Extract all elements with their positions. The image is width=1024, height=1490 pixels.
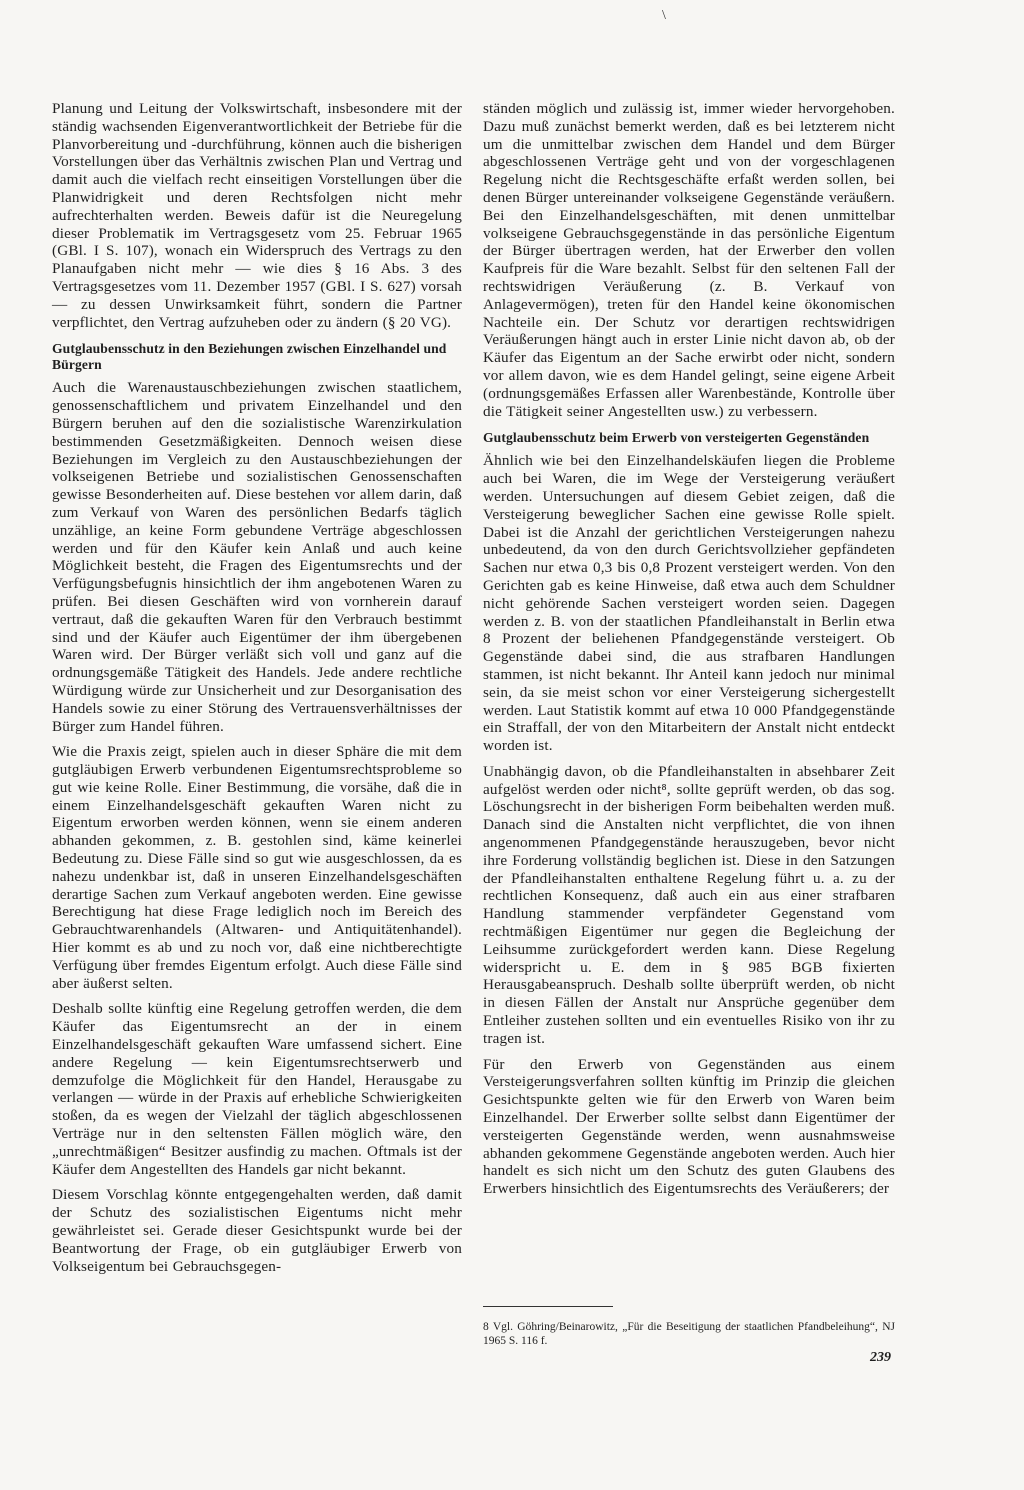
- scan-mark: \: [662, 8, 666, 23]
- paragraph: Auch die Warenaustauschbeziehungen zwischen staatlichem, genossenschaftlichem und privatem Einzelhandel und den Bürgern beruhen auf den die sozialistische Warenzirkulation bestimmenden Gesetzmäßigkeiten. Dennoch weisen diese Beziehungen im Vergleich zu den Austauschbeziehungen der volkseigenen Betriebe und sozialistischen Genossenschaften gewisse Besonderheiten auf. Diese bestehen vor allem darin, daß zum Verkauf von Waren des persönlichen Bedarfs täglich unzählige, an keine Form gebundene Verträge abgeschlossen werden und für den Käufer kein Anlaß und auch keine Möglichkeit besteht, die Fragen des Eigentumsrechts und der Verfügungsbefugnis hinsichtlich der ihm angebotenen Waren zu prüfen. Bei diesen Geschäften wird von vornherein darauf vertraut, daß die gekauften Waren für den Verbrauch bestimmt sind und der Käufer auch Eigentümer der ihm übergebenen Waren wird. Der Bürger verläßt sich voll und ganz auf die ordnungsgemäße Tätigkeit des Handels. Jede andere rechtliche Würdigung würde zur Unsicherheit und zur Desorganisation des Handels sowie zu einer Störung des Vertrauensverhältnisses der Bürger zum Handel führen.: [52, 379, 462, 735]
- section-heading: Gutglaubensschutz beim Erwerb von versteigerten Gegenständen: [483, 430, 870, 446]
- paragraph: Deshalb sollte künftig eine Regelung getroffen werden, die dem Käufer das Eigentumsrecht an der in einem Einzelhandelsgeschäft gekauften Ware umfassend sichert. Eine andere Regelung — kein Eigentumsrechtserwerb und demzufolge die Möglichkeit für den Handel, Herausgabe zu verlangen — würde in der Praxis auf erhebliche Schwierigkeiten stoßen, da es wegen der Vielzahl der täglich abgeschlossenen Verträge nur in den seltensten Fällen möglich wäre, den „unrechtmäßigen“ Besitzer ausfindig zu machen. Oftmals ist der Käufer dem Angestellten des Handels gar nicht bekannt.: [52, 1000, 462, 1178]
- paragraph: Unabhängig davon, ob die Pfandleihanstalten in absehbarer Zeit aufgelöst werden oder nicht⁸, sollte geprüft werden, ob das sog. Löschungsrecht in der bisherigen Form beibehalten werden muß. Danach sind die Anstalten nicht verpflichtet, die von ihnen angenommenen Pfandgegenstände herauszugeben, bevor nicht ihre Forderung vollständig beglichen ist. Diese in den Satzungen der Pfandleihanstalten enthaltene Regelung führt u. a. zu der rechtlichen Konsequenz, daß auch ein aus einer strafbaren Handlung stammender verpfändeter Gegenstand vom rechtmäßigen Eigentümer nur gegen die Begleichung der Leihsumme zurückgefordert werden kann. Diese Regelung widerspricht u. E. dem in § 985 BGB fixierten Herausgabeanspruch. Deshalb sollte überprüft werden, ob nicht in diesen Fällen der Anstalt nur Ansprüche gegenüber dem Entleiher zustehen sollten und ein eventuelles Risiko von ihr zu tragen ist.: [483, 762, 895, 1047]
- page-number: 239: [870, 1350, 891, 1365]
- paragraph: Diesem Vorschlag könnte entgegengehalten werden, daß damit der Schutz des sozialistischen Eigentums nicht mehr gewährleistet sei. Gerade dieser Gesichtspunkt wurde bei der Beantwortung der Frage, ob ein gutgläubiger Erwerb von Volkseigentum bei Gebrauchsgegen-: [52, 1186, 462, 1275]
- paragraph: Ähnlich wie bei den Einzelhandelskäufen liegen die Probleme auch bei Waren, die im Wege der Versteigerung veräußert werden. Untersuchungen auf diesem Gebiet zeigen, daß die Versteigerung beweglicher Sachen eine gewisse Rolle spielt. Dabei ist die Anzahl der gerichtlichen Versteigerungen nahezu unbedeutend, da von den durch Gerichtsvollzieher gepfändeten Sachen nur etwa 0,3 bis 0,8 Prozent versteigert werden. Von den Gerichten gab es keine Hinweise, daß etwa auch dem Schuldner nicht gehörende Sachen versteigert worden seien. Dagegen werden z. B. von der staatlichen Pfandleihanstalt in Berlin etwa 8 Prozent der beliehenen Pfandgegenstände versteigert. Ob Gegenstände dabei sind, die aus strafbaren Handlungen stammen, ist nicht bekannt. Ihr Anteil kann jedoch nur minimal sein, da sie meist schon vor einer Versteigerung sichergestellt werden. Laut Statistik kommt auf etwa 10 000 Pfandgegenstände ein Straffall, der von den Mitarbeitern der Anstalt nicht entdeckt worden ist.: [483, 452, 895, 755]
- paragraph: ständen möglich und zulässig ist, immer wieder hervorgehoben. Dazu muß zunächst bemerkt werden, daß es bei letzterem nicht um die unmittelbar zwischen dem Handel und dem Bürger abgeschlossenen Verträge geht und von der vorgeschlagenen Regelung nicht die Rechtsgeschäfte erfaßt werden sollen, bei denen Bürger untereinander volkseigene Gegenstände veräußern. Bei den Einzelhandelsgeschäften, mit denen unmittelbar volkseigene Gebrauchsgegenstände in das persönliche Eigentum der Bürger übertragen werden, hat der Erwerber den vollen Kaufpreis für die Ware bezahlt. Selbst für den seltenen Fall der rechtswidrigen Veräußerung (z. B. Verkauf von Anlagevermögen), treten für den Handel keine ökonomischen Nachteile ein. Der Schutz vor derartigen rechtswidrigen Veräußerungen hängt auch in erster Linie nicht davon ab, ob der Käufer das Eigentum an der Sache erwirbt oder nicht, sondern vor allem davon, wie es dem Handel gelingt, seine eigene Arbeit (ordnungsgemäßes Erfassen aller Warenbestände, Kontrolle über die Tätigkeit seiner Angestellten usw.) zu verbessern.: [483, 100, 895, 420]
- paragraph: Für den Erwerb von Gegenständen aus einem Versteigerungsverfahren sollten künftig im Prinzip die gleichen Gesichtspunkte gelten wie für den Erwerb von Waren beim Einzelhandel. Der Erwerber sollte selbst dann Eigentümer der versteigerten Gegenstände werden, wenn ausnahmsweise abhanden gekommene Gegenstände angeboten werden. Auch hier handelt es sich nicht um den Schutz des guten Glaubens des Erwerbers hinsichtlich des Eigentumsrechts des Veräußerers; der: [483, 1055, 895, 1198]
- footnote: 8 Vgl. Göhring/Beinarowitz, „Für die Beseitigung der staatlichen Pfandbeleihung“, NJ 1965 S. 116 f.: [483, 1321, 895, 1347]
- footnote-divider: [483, 1306, 613, 1307]
- left-column: [52, 100, 462, 1283]
- right-column: [483, 100, 895, 1206]
- section-heading: Gutglaubensschutz in den Beziehungen zwischen Einzelhandel und Bürgern: [52, 341, 447, 373]
- paragraph: Wie die Praxis zeigt, spielen auch in dieser Sphäre die mit dem gutgläubigen Erwerb verbundenen Eigentumsrechtsprobleme so gut wie keine Rolle. Einer Bestimmung, die vorsähe, daß die in einem Einzelhandelsgeschäft gekauften Waren nicht zu Eigentum erworben werden können, wenn sie einem anderen abhanden gekommen, z. B. gestohlen sind, käme keinerlei Bedeutung zu. Diese Fälle sind so gut wie ausgeschlossen, da es nahezu undenkbar ist, daß in unseren Einzelhandelsgeschäften derartige Sachen zum Verkauf angeboten werden. Eine gewisse Berechtigung hat diese Frage lediglich noch im Bereich des Gebrauchtwarenhandels (Altwaren- und Antiquitätenhandel). Hier kommt es ab und zu noch vor, daß eine nichtberechtigte Verfügung über fremdes Eigentum erfolgt. Auch diese Fälle sind aber äußerst selten.: [52, 743, 462, 992]
- paragraph: Planung und Leitung der Volkswirtschaft, insbesondere mit der ständig wachsenden Eigenverantwortlichkeit der Betriebe für die Planvorbereitung und -durchführung, können auch die bisherigen Vorstellungen über das Verhältnis zwischen Plan und Vertrag und damit auch die vielfach recht einseitigen Vorstellungen über die Planwidrigkeit und deren Rechtsfolgen nicht mehr aufrechterhalten werden. Beweis dafür ist die Neuregelung dieser Problematik im Vertragsgesetz vom 25. Februar 1965 (GBl. I S. 107), wonach ein Widerspruch des Vertrags zu den Planaufgaben nicht mehr — wie dies § 16 Abs. 3 des Vertragsgesetzes vom 11. Dezember 1957 (GBl. I S. 627) vorsah — zu dessen Unwirksamkeit führt, sondern die Partner verpflichtet, den Vertrag aufzuheben oder zu ändern (§ 20 VG).: [52, 100, 462, 331]
